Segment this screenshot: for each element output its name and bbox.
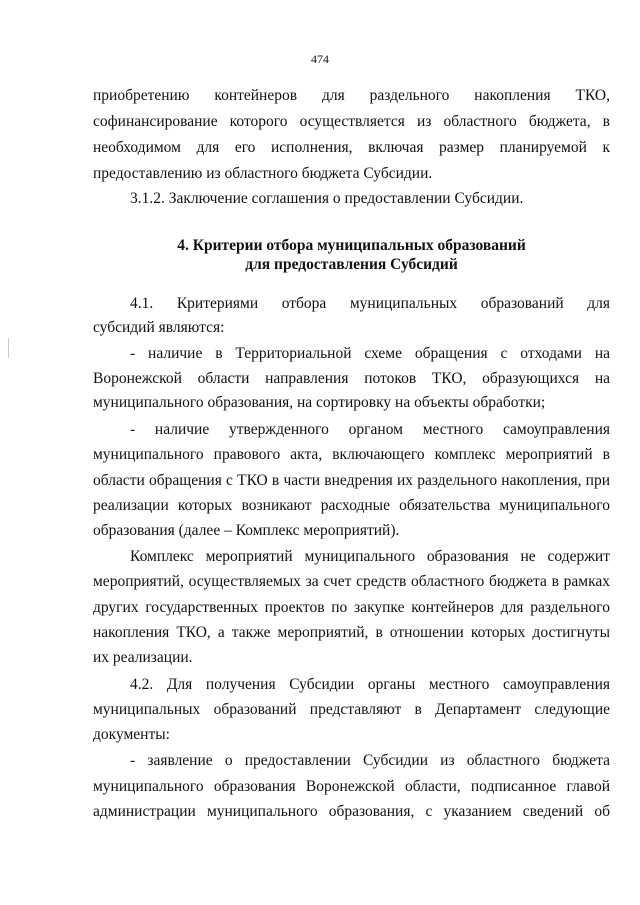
- text-line: предоставлению из областного бюджета Субсидии.: [93, 165, 433, 182]
- text-line: документы:: [93, 726, 170, 743]
- text-line: других государственных проектов по закупке контейнеров для раздельного: [93, 599, 610, 616]
- text-line: муниципальных образований представляют в Департамент следующие: [93, 701, 610, 718]
- text-line: субсидий являются:: [93, 319, 225, 336]
- text-line: накопления ТКО, а также мероприятий, в отношении которых достигнуты: [93, 624, 610, 641]
- text-line: - заявление о предоставлении Субсидии из областного бюджета: [130, 752, 610, 769]
- text-line: мероприятий, осуществляемых за счет средств областного бюджета в рамках: [93, 573, 610, 590]
- page-number: 474: [311, 52, 329, 66]
- text-line: - наличие утвержденного органом местного самоуправления: [130, 421, 610, 438]
- text-line: администрации муниципального образования, с указанием сведений об: [93, 803, 610, 820]
- text-line: 4.1. Критериями отбора муниципальных образований для: [130, 295, 610, 312]
- text-line: - наличие в Территориальной схеме обращения с отходами на: [130, 345, 610, 362]
- text-line: необходимом для его исполнения, включая размер планируемой к: [93, 139, 610, 156]
- scan-margin-mark: [8, 338, 9, 358]
- section-heading: 4. Критерии отбора муниципальных образований: [177, 237, 526, 254]
- text-line: приобретению контейнеров для раздельного накопления ТКО,: [93, 87, 610, 104]
- section-heading: для предоставления Субсидий: [245, 256, 458, 273]
- text-line: муниципального образования Воронежской области, подписанное главой: [93, 778, 610, 795]
- text-line: реализации которых возникают расходные обязательства муниципального: [93, 497, 610, 514]
- text-line: муниципального образования, на сортировку на объекты обработки;: [93, 394, 546, 411]
- text-line: софинансирование которого осуществляется из областного бюджета, в: [93, 113, 610, 130]
- text-line: 4.2. Для получения Субсидии органы местного самоуправления: [130, 676, 610, 693]
- text-line: Воронежской области направления потоков ТКО, образующихся на: [93, 370, 610, 387]
- text-line: образования (далее – Комплекс мероприятий).: [93, 522, 400, 539]
- text-line: их реализации.: [93, 649, 193, 666]
- text-line: муниципального правового акта, включающего комплекс мероприятий в: [93, 446, 610, 463]
- text-line: 3.1.2. Заключение соглашения о предоставлении Субсидии.: [130, 190, 524, 207]
- text-line: области обращения с ТКО в части внедрения их раздельного накопления, при: [93, 472, 610, 489]
- text-line: Комплекс мероприятий муниципального образования не содержит: [130, 548, 610, 565]
